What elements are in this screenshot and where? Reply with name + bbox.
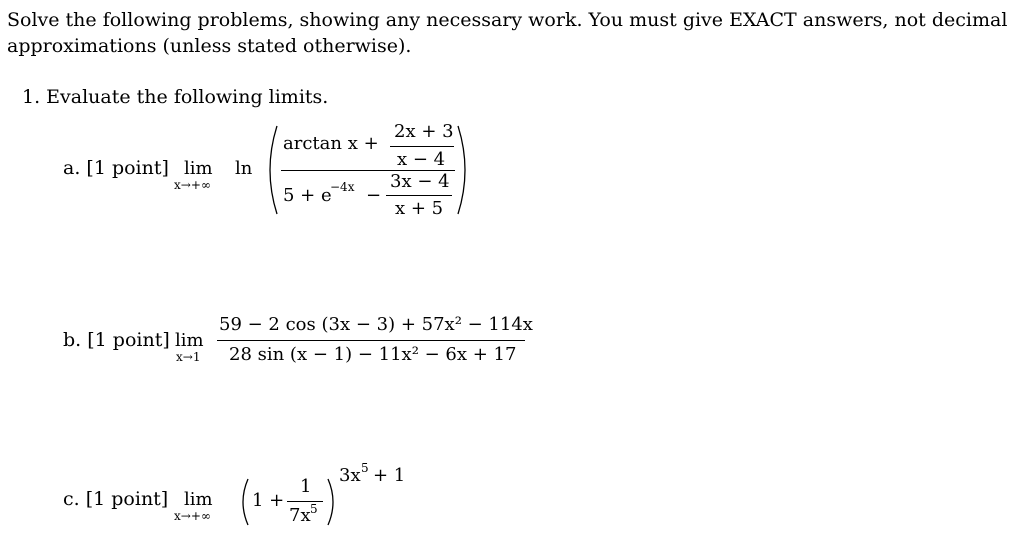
part-a-approach: x→+∞ bbox=[174, 178, 211, 192]
part-c-approach: x→+∞ bbox=[174, 509, 211, 523]
part-a-lim: lim bbox=[184, 158, 213, 179]
part-c-frac-bottom: 7x bbox=[289, 505, 311, 526]
part-a-inner-den-bar bbox=[386, 195, 452, 196]
part-b-numerator: 59 − 2 cos (3x − 3) + 57x² − 114x bbox=[219, 314, 533, 335]
part-c-left-paren bbox=[237, 477, 251, 527]
part-a-label: a. [1 point] bbox=[63, 157, 169, 179]
part-b-approach: x→1 bbox=[176, 350, 201, 364]
instructions-line-2: approximations (unless stated otherwise). bbox=[7, 35, 412, 57]
part-c-right-paren bbox=[325, 477, 339, 527]
part-c-outer-exp-tail: + 1 bbox=[373, 465, 406, 486]
part-c-frac-bottom-exp: 5 bbox=[310, 502, 318, 516]
part-c-lim: lim bbox=[184, 489, 213, 510]
part-c-label: c. [1 point] bbox=[63, 488, 169, 510]
part-a-minus: − bbox=[366, 185, 382, 206]
part-c-base-lead: 1 + bbox=[252, 490, 285, 511]
part-b-lim: lim bbox=[175, 330, 204, 351]
part-a-numerator-lead: arctan x + bbox=[283, 133, 379, 154]
part-b-denominator: 28 sin (x − 1) − 11x² − 6x + 17 bbox=[229, 344, 517, 365]
part-a-inner-den-bottom: x + 5 bbox=[395, 198, 444, 219]
part-a-right-paren bbox=[455, 124, 473, 216]
part-a-inner-num-bottom: x − 4 bbox=[397, 149, 446, 170]
part-c-outer-exp-base: 3x bbox=[339, 465, 361, 486]
part-c-frac-top: 1 bbox=[300, 476, 312, 497]
part-a-ln: ln bbox=[235, 158, 253, 179]
instructions-line-1: Solve the following problems, showing any necessary work. You must give EXACT answers, not decimal bbox=[7, 9, 1008, 31]
part-a-inner-num-bar bbox=[390, 146, 454, 147]
part-c-outer-exp-sup: 5 bbox=[361, 461, 369, 475]
part-b-fraction-bar bbox=[217, 340, 525, 341]
part-a-inner-den-top: 3x − 4 bbox=[390, 171, 450, 192]
part-a-exponent: −4x bbox=[330, 180, 355, 194]
part-a-inner-num-top: 2x + 3 bbox=[394, 121, 454, 142]
part-a-denominator-lead: 5 + e bbox=[283, 185, 332, 206]
question-heading: 1. Evaluate the following limits. bbox=[22, 86, 329, 108]
part-a-left-paren bbox=[262, 124, 280, 216]
part-b-label: b. [1 point] bbox=[63, 329, 170, 351]
